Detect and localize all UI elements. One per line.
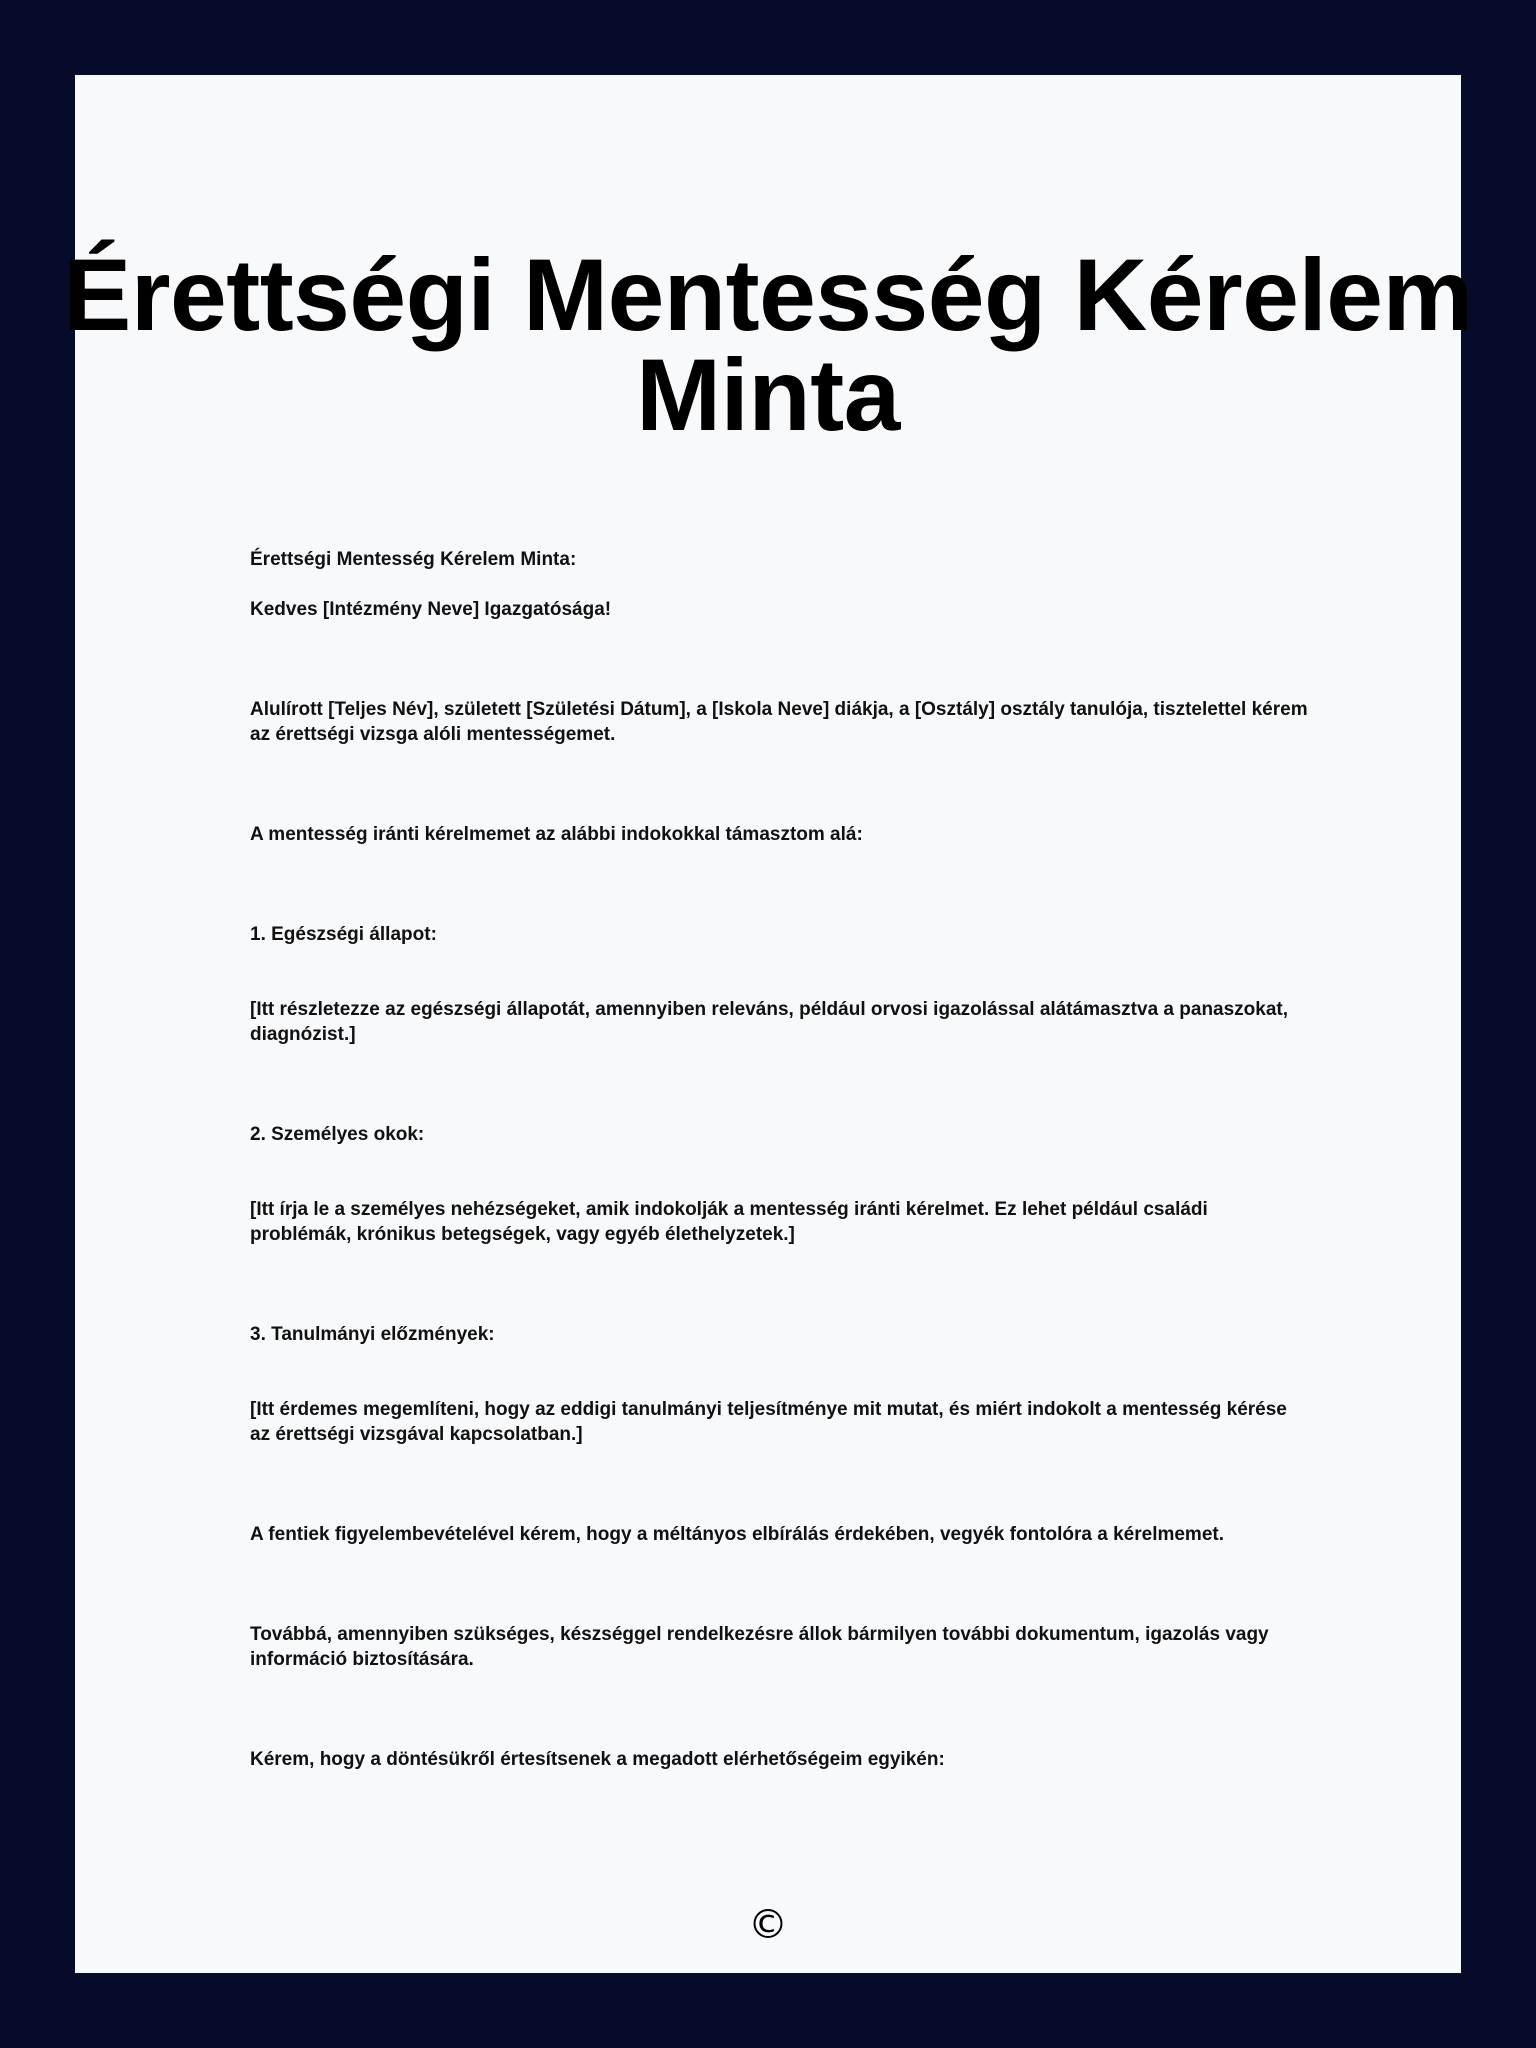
section-body-health: [Itt részletezze az egészségi állapotát, amennyiben releváns, például orvosi igazolással alátámasztva a panaszokat, diagnózist.]: [250, 999, 1289, 1045]
section-body-studies: [Itt érdemes megemlíteni, hogy az eddigi tanulmányi teljesítménye mit mutat, és miért indokolt a mentesség kérése az érettségi vizsgával kapcsolatban.]: [250, 1399, 1287, 1445]
section-heading-health: 1. Egészségi állapot:: [250, 924, 437, 945]
paragraph-availability: Továbbá, amennyiben szükséges, készséggel rendelkezésre állok bármilyen további dokumentum, igazolás vagy információ biztosítására.: [250, 1624, 1269, 1670]
paragraph-request: A fentiek figyelembevételével kérem, hogy a méltányos elbírálás érdekében, vegyék fontolóra a kérelmemet.: [250, 1524, 1225, 1545]
paragraph-heading: Érettségi Mentesség Kérelem Minta:: [250, 549, 577, 570]
document-title: Érettségi Mentesség Kérelem Minta: [63, 238, 1473, 452]
copyright-icon: ©: [748, 1902, 788, 1948]
paragraph-contact: Kérem, hogy a döntésükről értesítsenek a megadott elérhetőségeim egyikén:: [250, 1749, 945, 1770]
paragraph-reasons-intro: A mentesség iránti kérelmemet az alábbi indokokkal támasztom alá:: [250, 824, 863, 845]
document-body: [250, 547, 1310, 1772]
section-body-personal: [Itt írja le a személyes nehézségeket, amik indokolják a mentesség iránti kérelmet. Ez lehet például családi problémák, krónikus betegségek, vagy egyéb élethelyzetek.]: [250, 1199, 1208, 1245]
paragraph-introduction: Alulírott [Teljes Név], született [Születési Dátum], a [Iskola Neve] diákja, a [Osztály] osztály tanulója, tisztelettel kérem az érettségi vizsga alóli mentességemet.: [250, 699, 1308, 745]
section-heading-studies: 3. Tanulmányi előzmények:: [250, 1324, 495, 1345]
paragraph-salutation: Kedves [Intézmény Neve] Igazgatósága!: [250, 599, 612, 620]
section-heading-personal: 2. Személyes okok:: [250, 1124, 425, 1145]
document-page: [63, 75, 1473, 1973]
